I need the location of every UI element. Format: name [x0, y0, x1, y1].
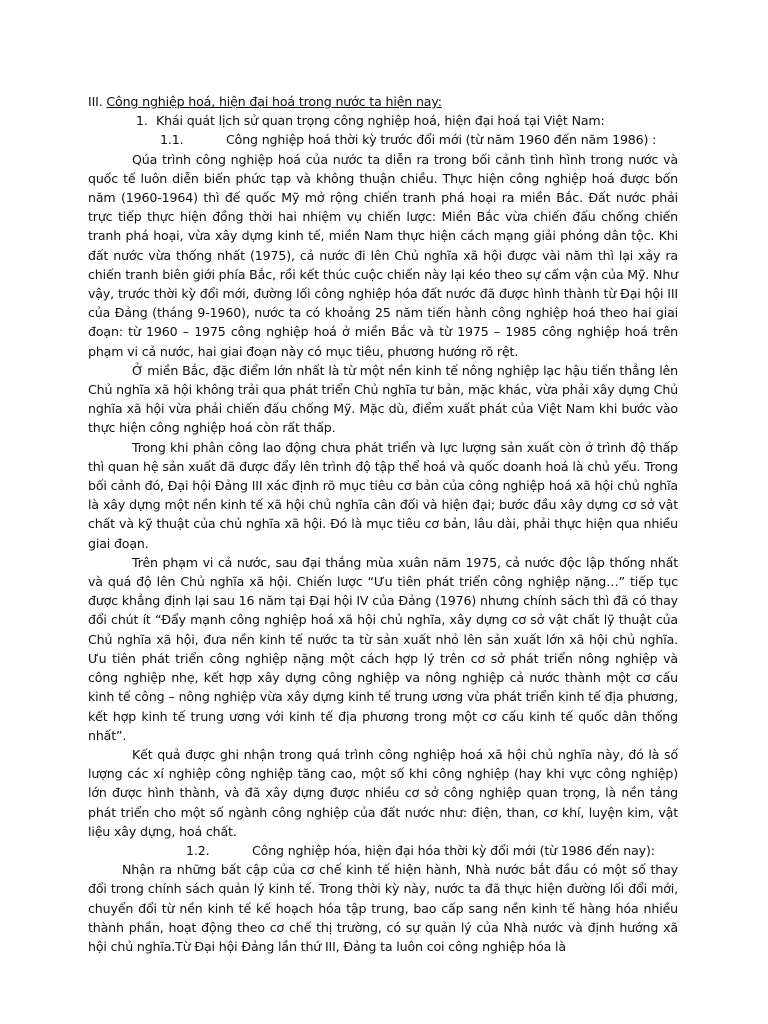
section-heading [88, 92, 678, 111]
list-item-1-1 [88, 130, 678, 149]
paragraph: Trong khi phân công lao động chưa phát triển và lực lượng sản xuất còn ở trình độ thấp thì quan hệ sản xuất đã được đẩy lên trình độ tập thể hoá và quốc doanh hoá là chủ yếu. Trong bối cảnh đó, Đại hội Đảng III xác định rõ mục tiêu cơ bản của công nghiệp hoá xã hội chủ nghĩa là xây dựng một nền kinh tế xã hội chủ nghĩa cân đối và hiện đại; bước đầu xây dựng cơ sở vật chất và kỹ thuật của chủ nghĩa xã hội. Đó là mục tiêu cơ bản, lâu dài, phải thực hiện qua nhiều giai đoạn. [88, 439, 678, 551]
list-item-1-2-number: 1.2. [186, 842, 210, 858]
list-item-1-1-number: 1.1. [160, 132, 184, 148]
paragraph: Trên phạm vi cả nước, sau đại thắng mùa xuân năm 1975, cả nước độc lập thống nhất và quá độ lên Chủ nghĩa xã hội. Chiến lược “Ưu tiên phát triển công nghiệp nặng…” tiếp tục được khẳng định lại sau 16 năm tại Đại hội IV của Đảng (1976) nhưng chính sách thì đã có thay đổi chút ít “Đẩy mạnh công nghiệp hoá xã hội chủ nghĩa, xây dựng cơ sở vật chất lỹ thuật của Chủ nghĩa xã hội, đưa nền kinh tế nước ta từ sản xuất nhỏ lên sản xuất lớn xã hội chủ nghĩa. Ưu tiên phát triển công nghiệp nặng một cách hợp lý trên cơ sở phát triển nông nghiệp và công nghiệp nhẹ, kết hợp xây dựng công nghiệp va nông nghiệp cả nước thành một cơ cấu kinh tế công – nông nghiệp vừa xây dựng kinh tế trung ương vừa phát triển kinh tế địa phương, kết hợp kinh tế trung ương với kinh tế địa phương trong một cơ cấu kinh tế quốc dân thống nhất”. [88, 554, 678, 743]
section-number: III. [88, 94, 107, 109]
section-title: Công nghiệp hoá, hiện đại hoá trong nước ta hiện nay: [106, 94, 442, 109]
paragraph: Qúa trình công nghiệp hoá của nước ta diễn ra trong bối cảnh tình hình trong nước và quốc tế luôn diễn biến phức tạp và không thuận chiều. Thực hiện công nghiệp hoá được bốn năm (1960-1964) thì đế quốc Mỹ mở rộng chiến tranh phá hoại ra miền Bắc. Đất nước phải trực tiếp thực hiện đồng thời hai nhiệm vụ chiến lược: Miền Bắc vừa chiến đấu chống chiến tranh phá hoại, vừa xây dựng kinh tế, miền Nam thực hiện cách mạng giải phóng dân tộc. Khi đất nước vừa thống nhất (1975), cả nước đi lên Chủ nghĩa xã hội được vài năm thì lại xảy ra chiến tranh biên giới phía Bắc, rồi kết thúc cuộc chiến này lại kéo theo sự cấm vận của Mỹ. Như vậy, trước thời kỳ đổi mới, đường lối công nghiệp hóa đất nước đã được hình thành từ Đại hội III của Đảng (tháng 9-1960), nước ta có khoảng 25 năm tiến hành công nghiệp hoá theo hai giai đoạn: từ 1960 – 1975 công nghiệp hoá ở miền Bắc và từ 1975 – 1985 công nghiệp hoá trên phạm vi cả nước, hai giai đoạn này có mục tiêu, phương hướng rõ rệt. [88, 151, 678, 359]
list-item-1-2 [88, 841, 678, 860]
document-page [88, 92, 678, 956]
list-item-1-number: 1. [136, 113, 148, 129]
paragraph: Kết quả được ghi nhận trong quá trình công nghiệp hoá xã hội chủ nghĩa này, đó là số lượng các xí nghiệp công nghiệp tăng cao, một số khi công nghiệp (hay khi vực công nghiệp) lớn được hình thành, và đã xây dựng được nhiều cơ sở công nghiệp quan trọng, là nền tảng phát triển cho một số ngành công nghiệp của đất nước như: điện, than, cơ khí, luyện kim, vật liệu xây dựng, hoá chất. [88, 746, 678, 839]
list-item-1-1-text: Công nghiệp hoá thời kỳ trước đổi mới (từ năm 1960 đến năm 1986) : [226, 132, 657, 148]
list-item-1-2-text: Công nghiệp hóa, hiện đại hóa thời kỳ đổi mới (từ 1986 đến nay): [252, 842, 655, 858]
paragraph: Nhận ra những bất cập của cơ chế kinh tế hiện hành, Nhà nước bắt đầu có một số thay đổi trong chính sách quản lý kinh tế. Trong thời kỳ này, nước ta đã thực hiện đường lối đổi mới, chuyển đổi từ nền kinh tế kế hoạch hóa tập trung, bao cấp sang nền kinh tế hàng hóa nhiều thành phần, hoạt động theo cơ chế thị trường, có sự quản lý của Nhà nước và định hướng xã hội chủ nghĩa.Từ Đại hội Đảng lần thứ III, Đảng ta luôn coi công nghiệp hóa là [88, 862, 678, 954]
list-item-1 [88, 111, 678, 130]
paragraph: Ở miền Bắc, đặc điểm lớn nhất là từ một nền kinh tế nông nghiệp lạc hậu tiến thẳng lên Chủ nghĩa xã hội không trải qua phát triển Chủ nghĩa tư bản, mặc khác, vừa phải xây dựng Chủ nghĩa xã hội vừa phải chiến đấu chống Mỹ. Mặc dù, điểm xuất phát của Việt Nam khi bước vào thực hiện công nghiệp hoá còn rất thấp. [88, 362, 678, 436]
list-item-1-text: Khái quát lịch sử quan trọng công nghiệp hoá, hiện đại hoá tại Việt Nam: [156, 113, 605, 129]
